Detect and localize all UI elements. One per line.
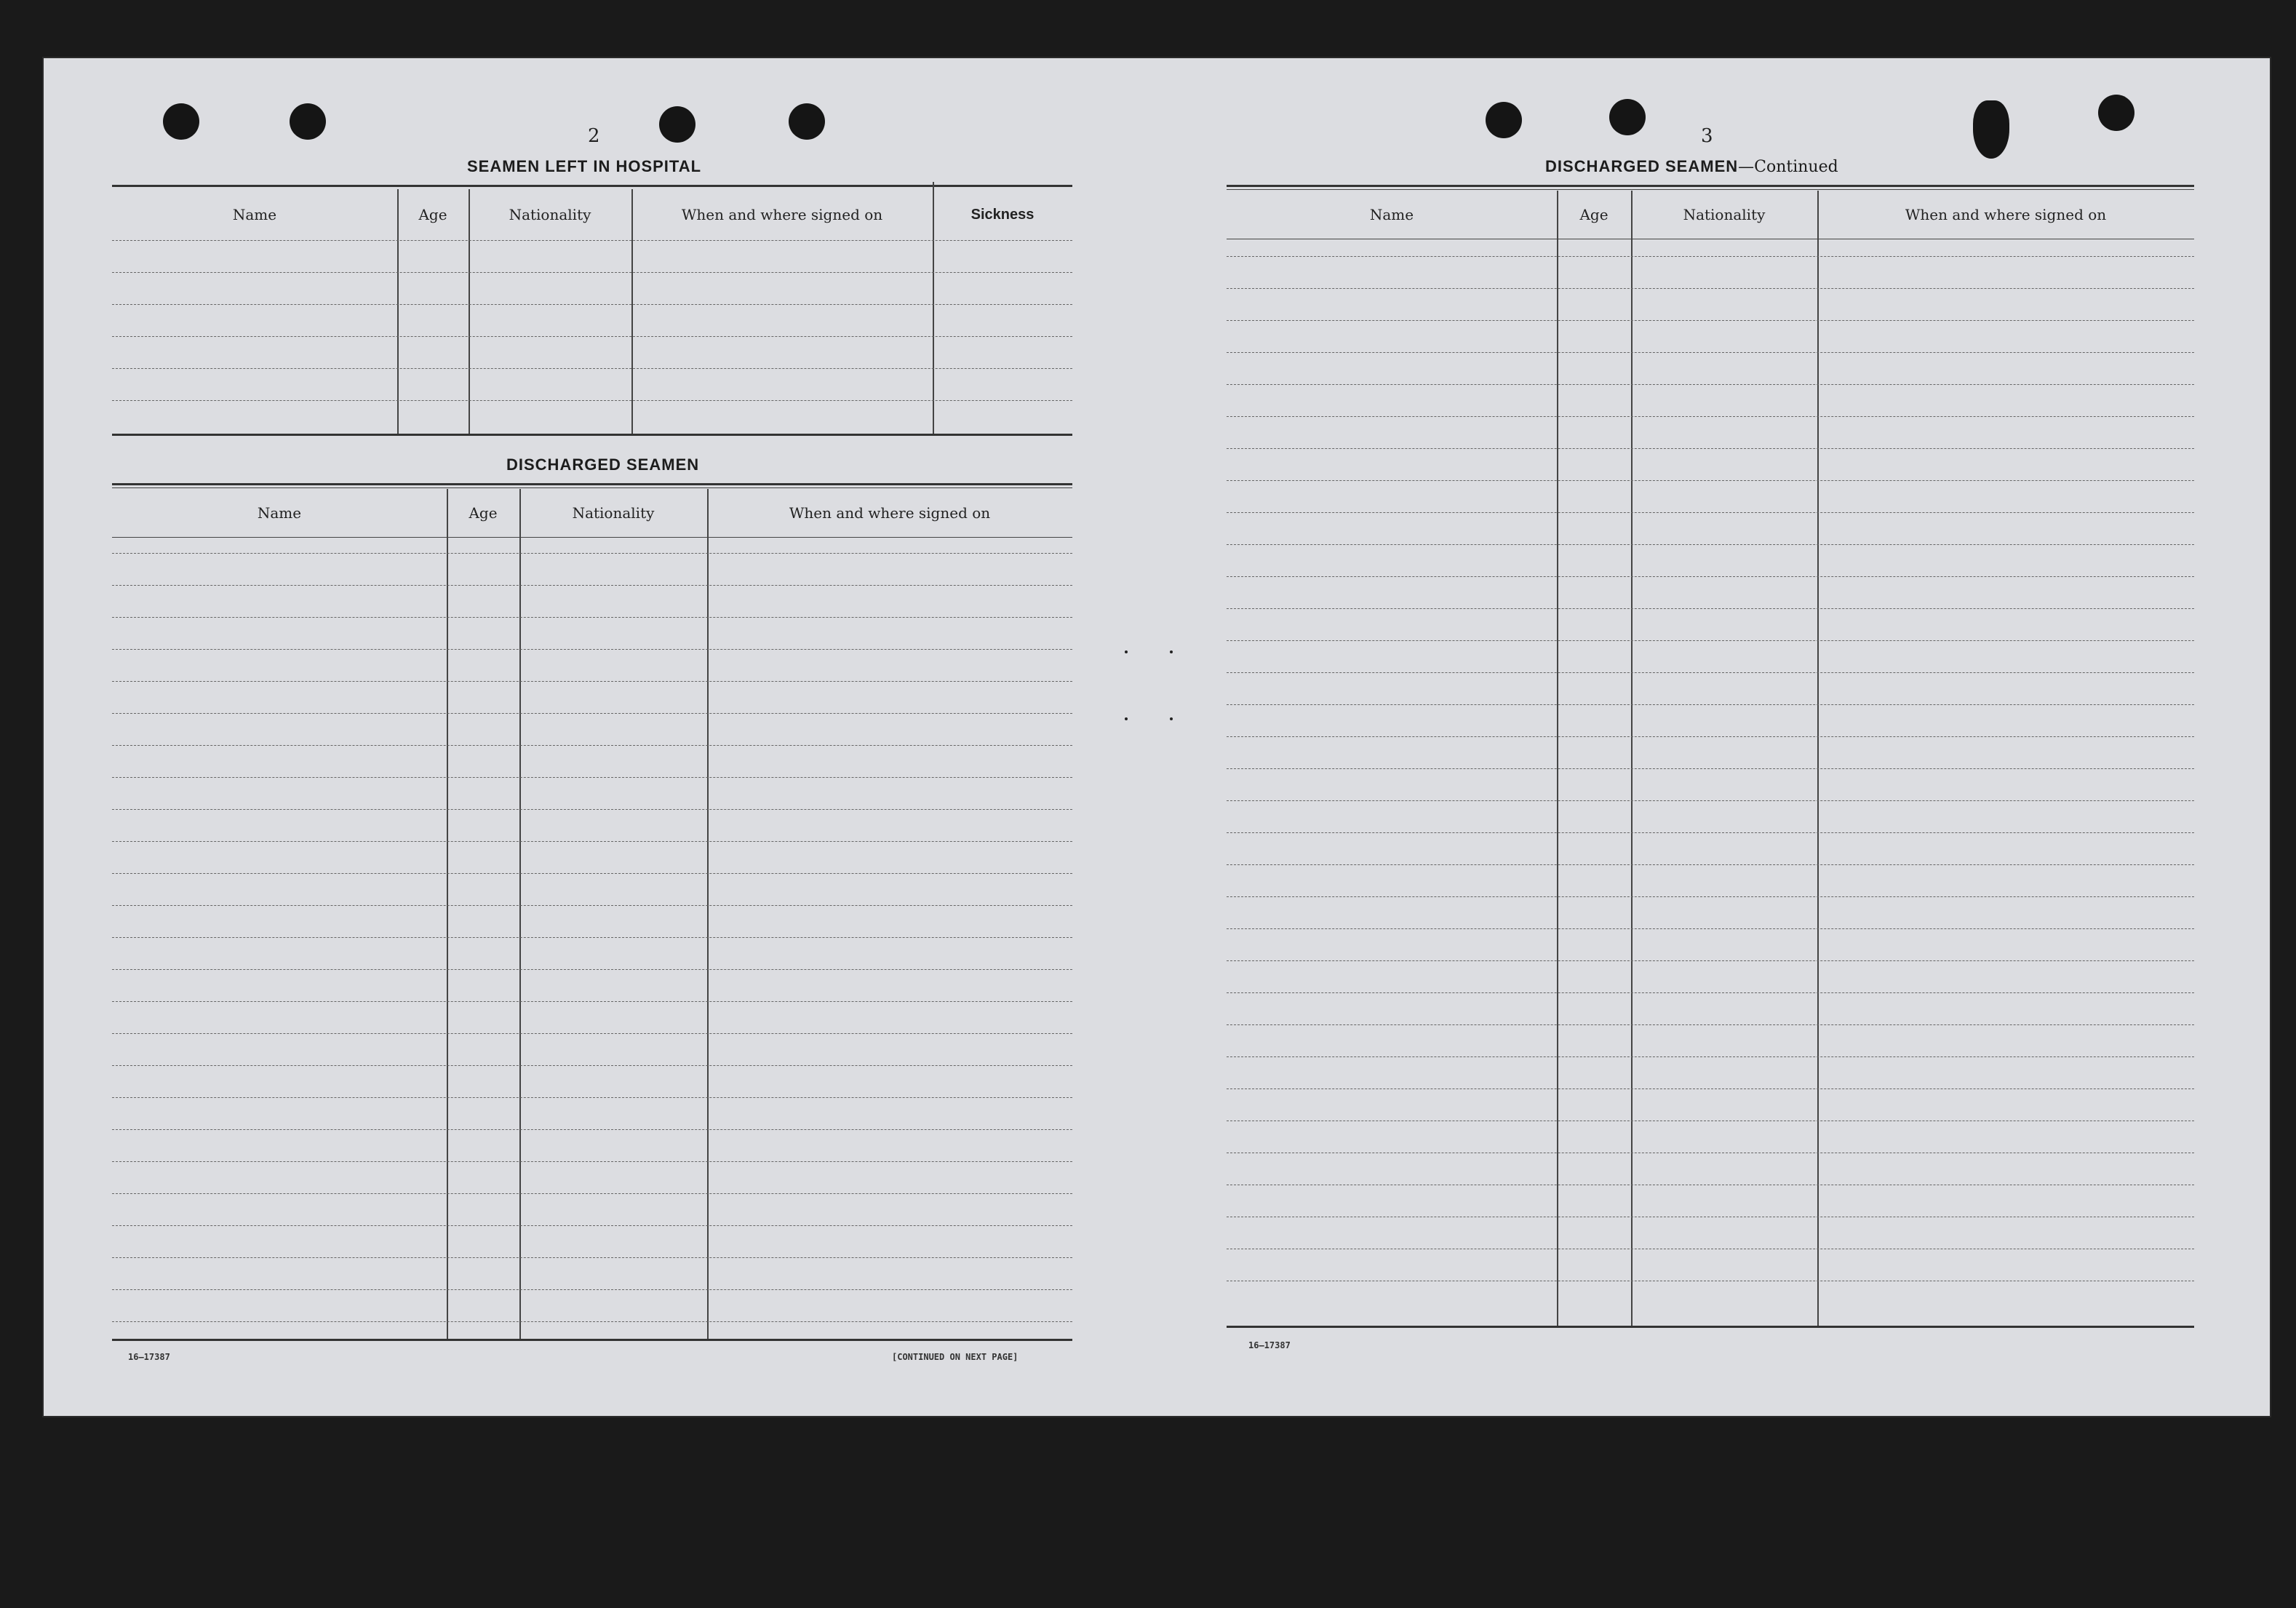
punch-hole bbox=[2098, 95, 2134, 131]
column-divider bbox=[1557, 191, 1558, 1326]
column-header-signed-on: When and where signed on bbox=[681, 206, 883, 223]
blank-row-line bbox=[112, 1033, 1072, 1034]
column-header-name: Name bbox=[257, 504, 302, 522]
blank-row-line bbox=[112, 937, 1072, 938]
speck bbox=[1125, 717, 1128, 720]
blank-row-line bbox=[112, 1193, 1072, 1194]
blank-row-line bbox=[112, 681, 1072, 682]
blank-row-line bbox=[112, 304, 1072, 305]
blank-row-line bbox=[1227, 1088, 2194, 1089]
blank-row-line bbox=[1227, 1024, 2194, 1025]
blank-row-line bbox=[1227, 512, 2194, 513]
right-bottom-rule bbox=[1227, 1326, 2194, 1328]
blank-row-line bbox=[112, 1097, 1072, 1098]
column-header-age: Age bbox=[1579, 206, 1609, 223]
speck bbox=[1170, 650, 1173, 653]
blank-row-line bbox=[112, 841, 1072, 842]
blank-row-line bbox=[112, 969, 1072, 970]
speck bbox=[1170, 717, 1173, 720]
discharged-top-rule-thin bbox=[112, 487, 1072, 488]
blank-row-line bbox=[112, 809, 1072, 810]
blank-row-line bbox=[112, 1289, 1072, 1290]
blank-row-line bbox=[1227, 480, 2194, 481]
blank-row-line bbox=[1227, 768, 2194, 769]
blank-row-line bbox=[1227, 352, 2194, 353]
speck bbox=[1125, 650, 1128, 653]
blank-row-line bbox=[1227, 800, 2194, 801]
column-divider bbox=[631, 189, 633, 434]
punch-hole bbox=[789, 103, 825, 140]
column-divider bbox=[933, 182, 934, 434]
page-number-right: 3 bbox=[1701, 125, 1713, 147]
blank-row-line bbox=[1227, 672, 2194, 673]
blank-row-line bbox=[1227, 384, 2194, 385]
continued-suffix: —Continued bbox=[1738, 158, 1838, 176]
blank-row-line bbox=[1227, 576, 2194, 577]
right-top-rule bbox=[1227, 185, 2194, 187]
blank-row-line bbox=[1227, 832, 2194, 833]
blank-row-line bbox=[1227, 1056, 2194, 1057]
form-number-left: 16—17387 bbox=[128, 1352, 170, 1362]
blank-row-line bbox=[112, 1065, 1072, 1066]
blank-row-line bbox=[112, 905, 1072, 906]
blank-row-line bbox=[112, 272, 1072, 273]
column-header-age: Age bbox=[418, 206, 447, 223]
blank-row-line bbox=[112, 1321, 1072, 1322]
discharged-top-rule bbox=[112, 483, 1072, 485]
discharged-section-title: DISCHARGED SEAMEN bbox=[506, 455, 700, 474]
blank-row-line bbox=[1227, 608, 2194, 609]
blank-row-line bbox=[1227, 928, 2194, 929]
blank-row-line bbox=[1227, 448, 2194, 449]
blank-row-line bbox=[1227, 288, 2194, 289]
blank-row-line bbox=[1227, 640, 2194, 641]
punch-hole bbox=[290, 103, 326, 140]
blank-row-line bbox=[112, 1001, 1072, 1002]
blank-row-line bbox=[1227, 960, 2194, 961]
blank-row-line bbox=[112, 553, 1072, 554]
blank-row-line bbox=[1227, 320, 2194, 321]
blank-row-line bbox=[112, 1257, 1072, 1258]
punch-hole bbox=[1973, 100, 2009, 159]
blank-row-line bbox=[1227, 704, 2194, 705]
blank-row-line bbox=[112, 649, 1072, 650]
blank-row-line bbox=[112, 745, 1072, 746]
blank-row-line bbox=[1227, 896, 2194, 897]
column-header-name: Name bbox=[232, 206, 277, 223]
blank-row-line bbox=[112, 1129, 1072, 1130]
top-rule bbox=[112, 185, 1072, 187]
blank-row-line bbox=[112, 368, 1072, 369]
discharged-continued-table bbox=[1227, 191, 2194, 1391]
column-header-signed-on: When and where signed on bbox=[1905, 206, 2107, 223]
blank-row-line bbox=[112, 585, 1072, 586]
form-number-right: 16—17387 bbox=[1248, 1340, 1291, 1350]
right-top-rule-thin bbox=[1227, 189, 2194, 190]
hospital-table bbox=[112, 189, 1072, 434]
column-divider bbox=[1631, 191, 1633, 1326]
column-divider bbox=[1817, 191, 1819, 1326]
discharged-table bbox=[112, 489, 1072, 1401]
document-sheet bbox=[44, 58, 2270, 1416]
hospital-bottom-rule bbox=[112, 434, 1072, 436]
punch-hole bbox=[659, 106, 695, 143]
column-header-nationality: Nationality bbox=[572, 504, 655, 522]
blank-row-line bbox=[1227, 416, 2194, 417]
discharged-continued-title-main: DISCHARGED SEAMEN bbox=[1545, 157, 1739, 175]
punch-hole bbox=[1609, 99, 1646, 135]
punch-hole bbox=[163, 103, 199, 140]
blank-row-line bbox=[112, 1161, 1072, 1162]
discharged-bottom-rule bbox=[112, 1339, 1072, 1341]
blank-row-line bbox=[1227, 544, 2194, 545]
column-header-nationality: Nationality bbox=[1683, 206, 1766, 223]
column-divider bbox=[469, 189, 470, 434]
blank-row-line bbox=[1227, 736, 2194, 737]
blank-row-line bbox=[112, 873, 1072, 874]
blank-row-line bbox=[112, 1225, 1072, 1226]
discharged-continued-title bbox=[1545, 157, 1838, 176]
blank-row-line bbox=[1227, 256, 2194, 257]
column-divider bbox=[397, 189, 399, 434]
blank-row-line bbox=[112, 400, 1072, 401]
column-header-age: Age bbox=[469, 504, 498, 522]
blank-row-line bbox=[112, 240, 1072, 241]
punch-hole bbox=[1486, 102, 1522, 138]
hospital-section-title: SEAMEN LEFT IN HOSPITAL bbox=[467, 157, 702, 175]
blank-row-line bbox=[112, 336, 1072, 337]
column-header-nationality: Nationality bbox=[509, 206, 591, 223]
header-underline bbox=[112, 537, 1072, 538]
page-number-left: 2 bbox=[588, 125, 600, 147]
column-header-signed-on: When and where signed on bbox=[789, 504, 991, 522]
blank-row-line bbox=[1227, 864, 2194, 865]
blank-row-line bbox=[112, 713, 1072, 714]
blank-row-line bbox=[1227, 992, 2194, 993]
blank-row-line bbox=[112, 617, 1072, 618]
blank-row-line bbox=[112, 777, 1072, 778]
column-header-sickness: Sickness bbox=[970, 206, 1035, 223]
continued-note: [CONTINUED ON NEXT PAGE] bbox=[892, 1352, 1019, 1362]
column-header-name: Name bbox=[1369, 206, 1414, 223]
